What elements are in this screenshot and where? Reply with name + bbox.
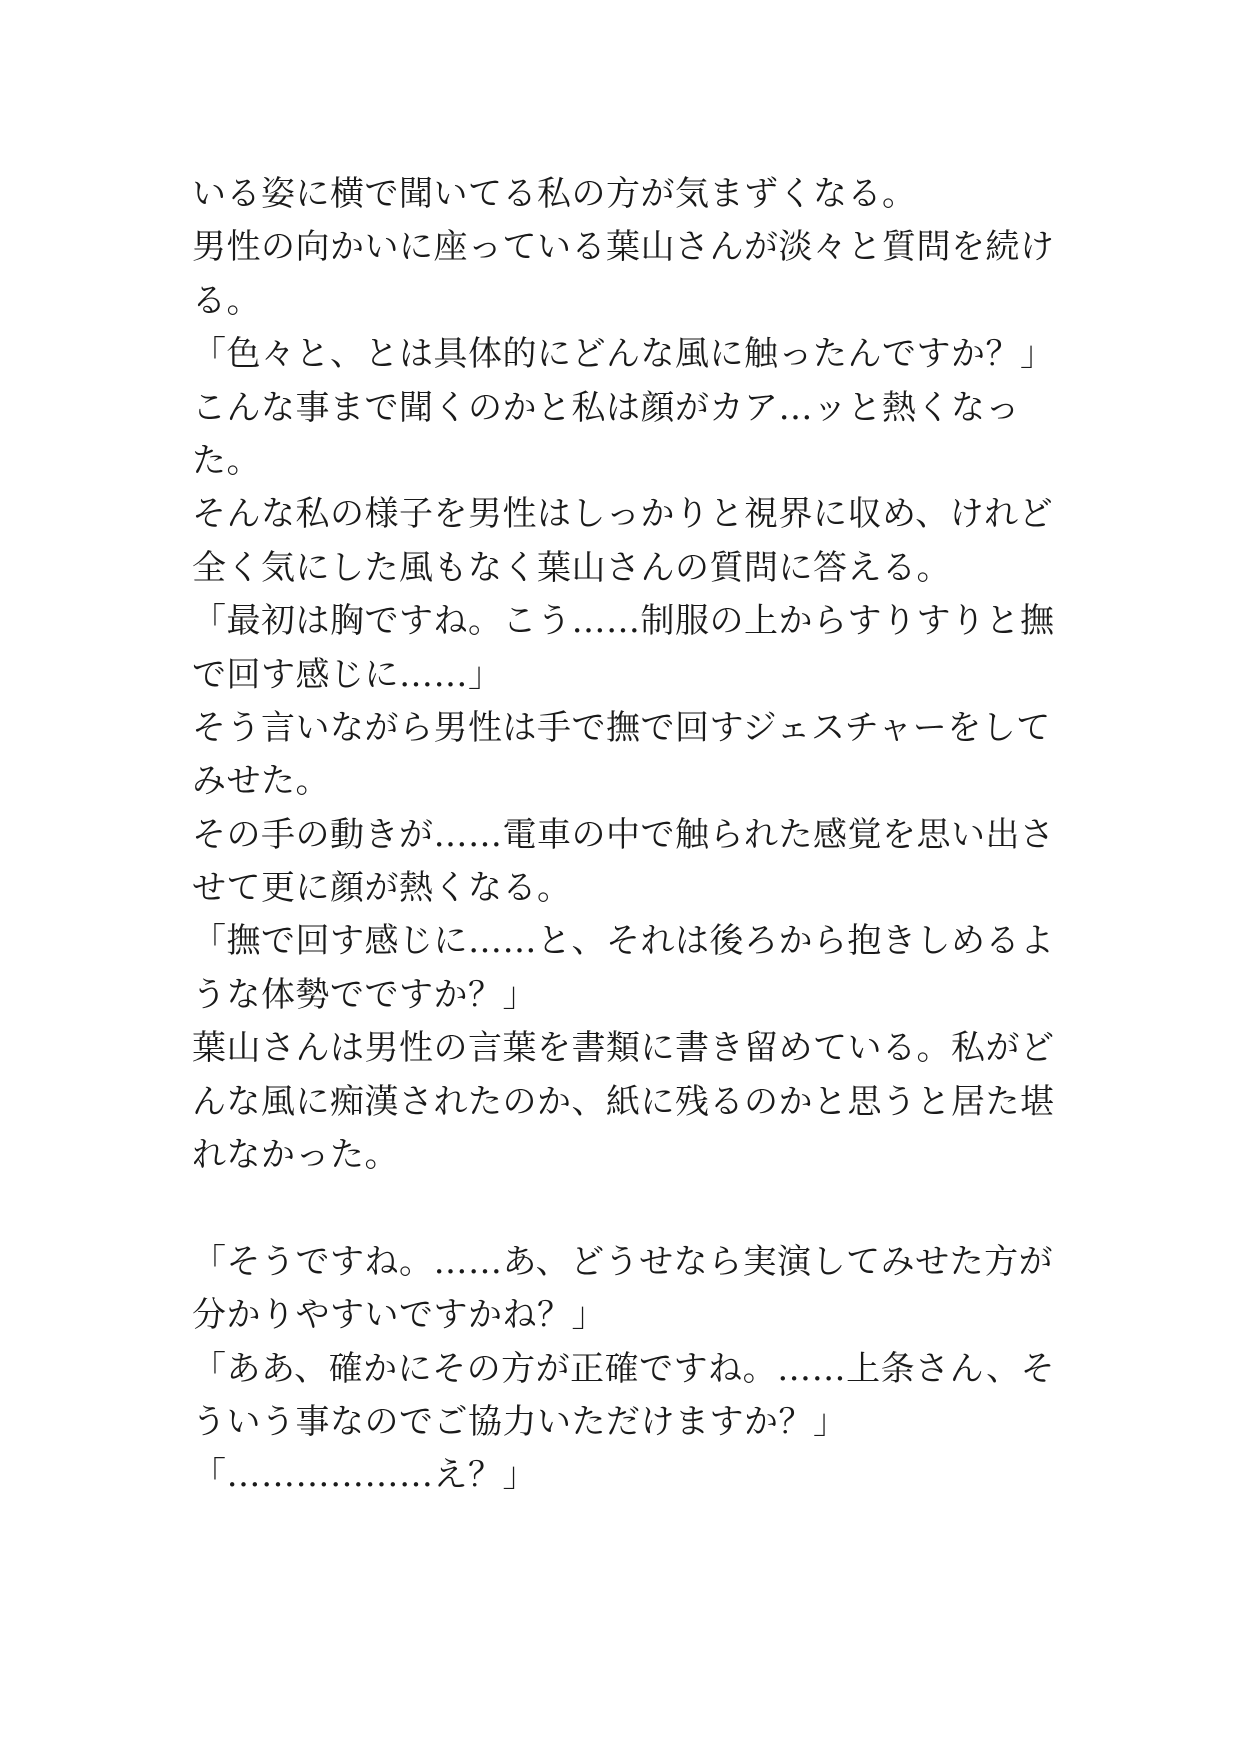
text-line: 「………………え？」 [192,1455,537,1496]
blank-line [192,1182,1072,1235]
text-line: その手の動きが……電車の中で触られた感覚を思い出さ [192,814,1055,855]
text-line: うな体勢でですか？」 [192,974,537,1015]
text-line: 「撫で回す感じに……と、それは後ろから抱きしめるよ [192,921,1055,962]
text-line: れなかった。 [192,1135,399,1176]
text-line: んな風に痴漢されたのか、紙に残るのかと思うと居た堪 [192,1081,1055,1122]
text-line: こんな事まで聞くのかと私は顔がカア…ッと熱くなっ [192,387,1020,428]
text-line: ういう事なのでご協力いただけますか？」 [192,1401,848,1442]
text-line: で回す感じに……」 [192,654,503,695]
text-line: 「最初は胸ですね。こう……制服の上からすりすりと撫 [192,601,1055,642]
text-line: そう言いながら男性は手で撫で回すジェスチャーをして [192,707,1051,748]
text-line: 「そうですね。……あ、どうせなら実演してみせた方が [192,1241,1054,1282]
text-line: 分かりやすいですかね？」 [192,1295,606,1336]
text-line: せて更に顔が熱くなる。 [192,868,572,909]
text-line: みせた。 [192,761,330,802]
text-line: 「ああ、確かにその方が正確ですね。……上条さん、そ [192,1348,1056,1389]
text-line: る。 [192,280,261,321]
text-line: た。 [192,440,261,481]
text-line: 「色々と、とは具体的にどんな風に触ったんですか？」 [192,334,1055,375]
text-line: 全く気にした風もなく葉山さんの質問に答える。 [192,547,951,588]
text-line: 男性の向かいに座っている葉山さんが淡々と質問を続け [192,227,1055,268]
body-text [192,168,1072,1503]
text-line: そんな私の様子を男性はしっかりと視界に収め、けれど [192,494,1054,535]
text-line: 葉山さんは男性の言葉を書類に書き留めている。私がど [192,1028,1055,1069]
text-line: いる姿に横で聞いてる私の方が気まずくなる。 [192,174,917,214]
